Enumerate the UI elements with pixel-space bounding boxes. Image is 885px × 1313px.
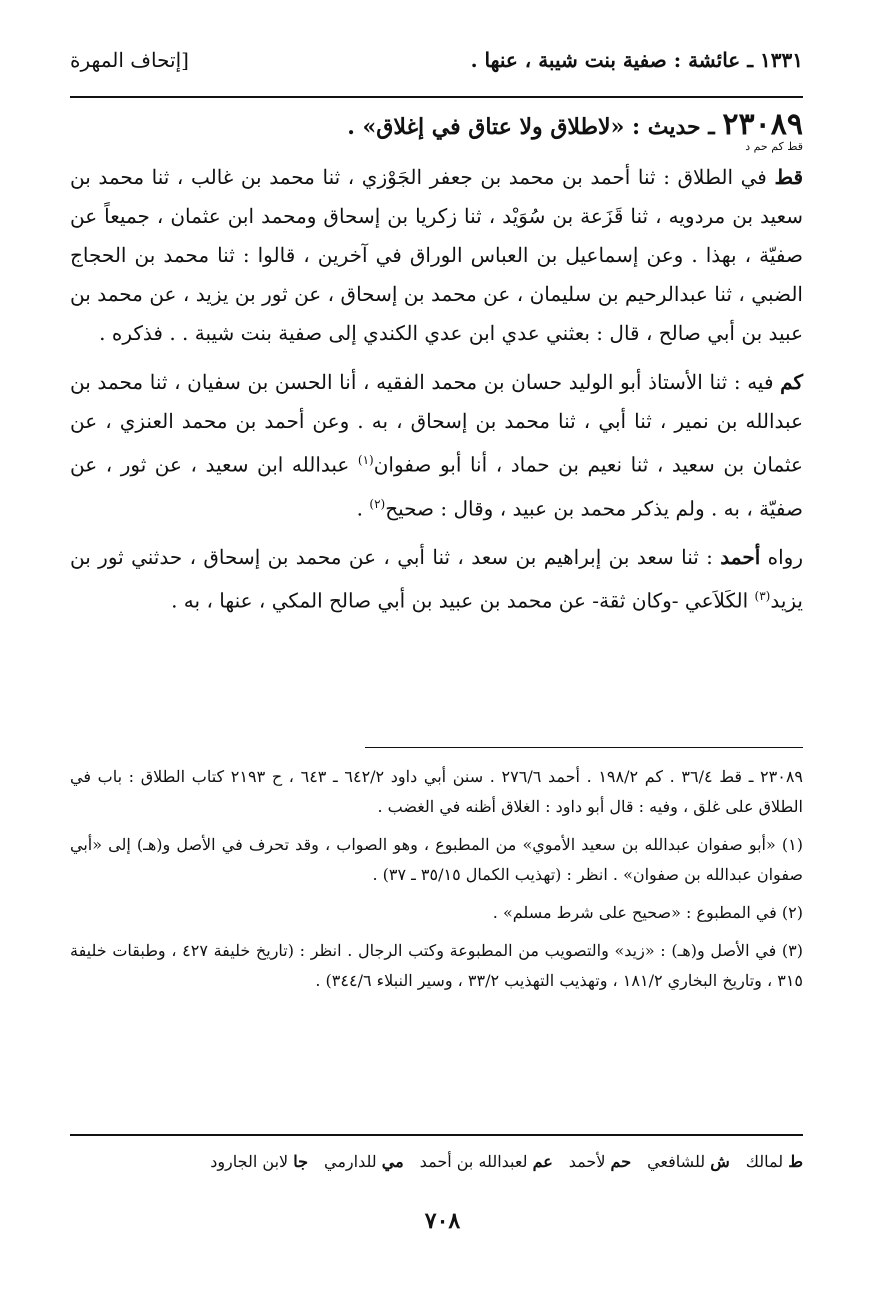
paragraph-text: رواه bbox=[760, 545, 803, 570]
hadith-body bbox=[70, 108, 803, 631]
paragraph-text: الكَلاَعي -وكان ثقة- عن محمد بن عبيد بن أبي صالح المكي ، عنها ، به . bbox=[171, 588, 755, 613]
abbreviation-item: ش للشافعي bbox=[647, 1152, 730, 1171]
page-number: ٧٠٨ bbox=[424, 1208, 461, 1234]
hadith-sigla: قط كم حم د bbox=[745, 140, 803, 153]
source-lead: قط bbox=[774, 165, 803, 189]
paragraph-text: : ثنا سعد بن إبراهيم بن سعد ، ثنا أبي ، عن محمد بن إسحاق ، حدثني ثور بن يزيد bbox=[70, 545, 803, 613]
footnotes bbox=[70, 762, 803, 1004]
paragraph-text: في الطلاق : ثنا أحمد بن محمد بن جعفر الجَوْزي ، ثنا محمد بن غالب ، ثنا محمد بن سعيد بن مردويه ، ثنا قَزَعة بن سُوَيْد ، ثنا زكريا بن إسحاق ومحمد ابن عثمان ، جميعاً عن صفيّة ، بهذا . وعن إسماعيل بن العباس الوراق في آخرين ، قالوا : ثنا محمد بن الحجاج الضبي ، ثنا عبدالرحيم بن سليمان ، عن محمد بن إسحاق ، عن ثور بن يزيد ، عن محمد بن عبيد بن أبي صالح ، قال : بعثني عدي ابن عدي الكندي إلى صفية بنت شيبة . . فذكره . bbox=[70, 165, 803, 345]
hadith-heading bbox=[70, 108, 803, 144]
abbreviation-item: ط لمالك bbox=[745, 1152, 803, 1171]
paragraph-ahmad bbox=[70, 538, 803, 621]
footnote-sources: ٢٣٠٨٩ ـ قط ٣٦/٤ . كم ١٩٨/٢ . أحمد ٢٧٦/٦ . سنن أبي داود ٦٤٢/٢ ـ ٦٤٣ ، ح ٢١٩٣ كتاب الطلاق : باب في الطلاق على غلق ، وفيه : قال أبو داود : الغلاق أظنه في الغضب . bbox=[70, 767, 803, 816]
paragraph-qt bbox=[70, 158, 803, 353]
running-header bbox=[70, 42, 803, 78]
footnote-1: (١) «أبو صفوان عبدالله بن سعيد الأموي» من المطبوع ، وهو الصواب ، وقد تحرف في الأصل و(هـ) إلى «أبي صفوان عبدالله بن صفوان» . انظر : (تهذيب الكمال ٣٥/١٥ ـ ٣٧) . bbox=[70, 835, 803, 884]
hadith-number: ٢٣٠٨٩ bbox=[722, 107, 803, 142]
abbreviation-item: مي للدارمي bbox=[324, 1152, 404, 1171]
source-lead: أحمد bbox=[720, 545, 761, 570]
abbreviation-item: عم لعبدالله بن أحمد bbox=[419, 1152, 553, 1171]
paragraph-text: فيه : ثنا الأستاذ أبو الوليد حسان بن محمد الفقيه ، أنا الحسن بن سفيان ، ثنا محمد بن عبدالله بن نمير ، ثنا أبي ، ثنا محمد بن إسحاق ، به . وعن أحمد بن محمد العنزي ، عن عثمان بن سعيد ، ثنا نعيم بن حماد ، أنا أبو صفوان bbox=[70, 370, 803, 477]
abbreviation-key bbox=[70, 1148, 803, 1176]
source-lead: كم bbox=[780, 370, 803, 394]
header-book-title: [إتحاف المهرة bbox=[70, 48, 189, 72]
footnote-ref[interactable]: (١) bbox=[357, 453, 374, 467]
header-chapter-title: ١٣٣١ ـ عائشة : صفية بنت شيبة ، عنها . bbox=[470, 48, 803, 72]
abbreviation-item: حم لأحمد bbox=[568, 1152, 632, 1171]
hadith-title: ـ حديث : «لاطلاق ولا عتاق في إغلاق» . bbox=[347, 114, 715, 140]
header-rule bbox=[70, 96, 803, 98]
footnote-rule bbox=[365, 747, 803, 748]
abbreviation-rule bbox=[70, 1134, 803, 1136]
paragraph-km bbox=[70, 363, 803, 528]
footnote-ref[interactable]: (٣) bbox=[754, 589, 771, 604]
footnote-ref[interactable]: (٢) bbox=[369, 496, 386, 511]
paragraph-text: عبدالله ابن سعيد ، عن ثور ، عن صفيّة ، به . ولم يذكر محمد بن عبيد ، وقال : صحيح bbox=[70, 452, 803, 521]
paragraph-text: . bbox=[356, 496, 370, 521]
abbreviation-item: جا لابن الجارود bbox=[210, 1152, 309, 1171]
footnote-2: (٢) في المطبوع : «صحيح على شرط مسلم» . bbox=[492, 903, 803, 922]
footnote-3: (٣) في الأصل و(هـ) : «زيد» والتصويب من المطبوعة وكتب الرجال . انظر : (تاريخ خليفة ٤٢٧ ، وطبقات خليفة ٣١٥ ، وتاريخ البخاري ١٨١/٢ ، وتهذيب التهذيب ٣٣/٢ ، وسير النبلاء ٣٤٤/٦) . bbox=[70, 941, 803, 990]
